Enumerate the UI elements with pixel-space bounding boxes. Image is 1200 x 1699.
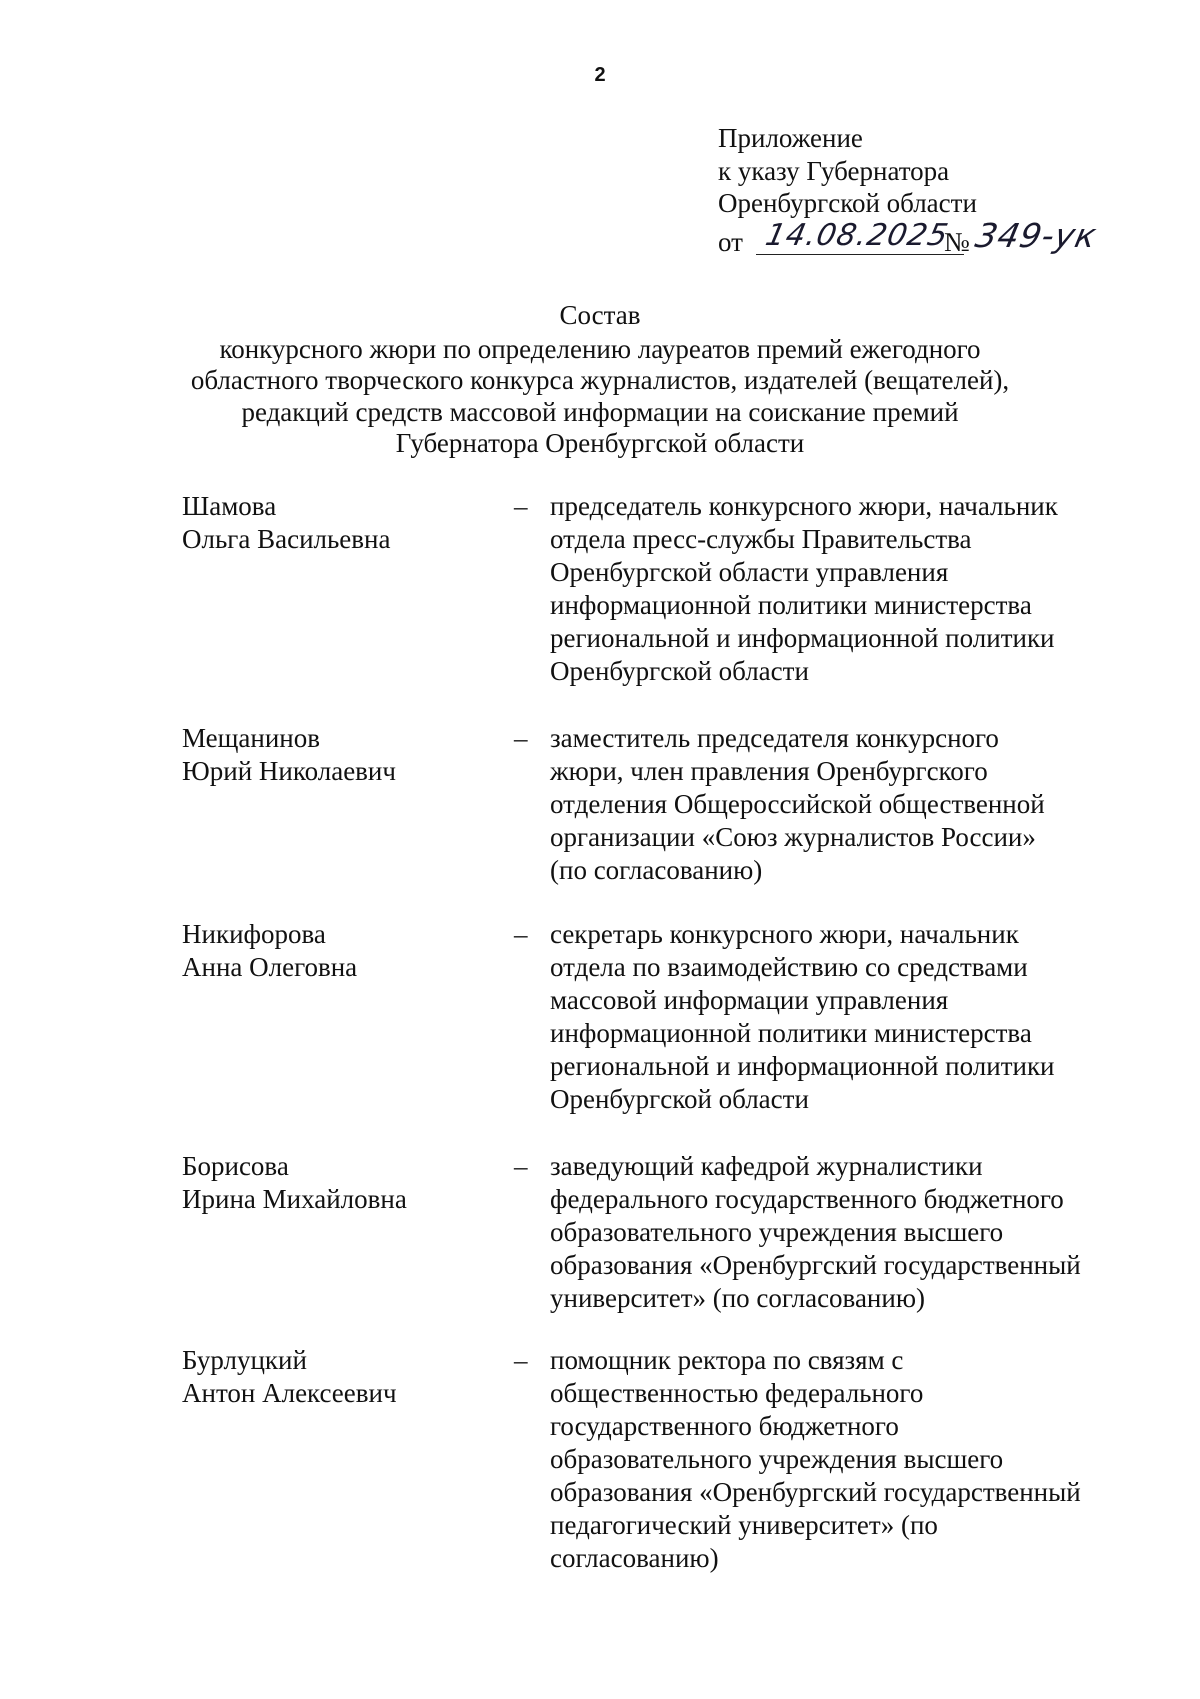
role-line: федерального государственного бюджетного	[550, 1184, 1064, 1214]
member-surname: Шамова	[182, 491, 277, 521]
role-line: организации «Союз журналистов России»	[550, 822, 1036, 852]
title-line: Губернатора Оренбургской области	[395, 428, 805, 458]
role-line: информационной политики министерства	[550, 1018, 1032, 1048]
title-line: конкурсного жюри по определению лауреатов премий ежегодного	[219, 333, 981, 364]
member-dash: –	[514, 491, 528, 521]
handwritten-number: 349-ук	[972, 215, 1101, 255]
member-role	[550, 1344, 1130, 1575]
member-dash: –	[514, 1345, 528, 1375]
role-line: отделения Общероссийской общественной	[550, 789, 1045, 819]
member-surname: Бурлуцкий	[182, 1345, 307, 1375]
member-name	[182, 722, 482, 788]
member-dash: –	[514, 1151, 528, 1181]
appendix-region-line: Оренбургской области	[718, 188, 977, 218]
page-number: 2	[594, 64, 606, 86]
role-line: согласованию)	[550, 1543, 719, 1573]
role-line: общественностью федерального	[550, 1378, 924, 1408]
document-title	[0, 300, 1200, 460]
member-surname: Мещанинов	[182, 723, 321, 753]
role-line: образования «Оренбургский государственный	[550, 1477, 1081, 1507]
member-given-name: Антон Алексеевич	[182, 1378, 397, 1408]
role-line: отдела по взаимодействию со средствами	[550, 952, 1028, 982]
role-line: региональной и информационной политики	[550, 1051, 1055, 1081]
member-surname: Борисова	[182, 1151, 289, 1181]
role-line: председатель конкурсного жюри, начальник	[550, 491, 1058, 521]
date-prefix: от	[718, 226, 743, 257]
role-line: Оренбургской области управления	[550, 557, 949, 587]
member-name	[182, 918, 482, 984]
role-line: секретарь конкурсного жюри, начальник	[550, 919, 1019, 949]
member-name	[182, 1344, 482, 1410]
member-role	[550, 722, 1130, 887]
appendix-header	[718, 122, 1101, 260]
member-given-name: Анна Олеговна	[182, 952, 358, 982]
member-role	[550, 490, 1130, 688]
role-line: заведующий кафедрой журналистики	[550, 1151, 983, 1181]
role-line: педагогический университет» (по	[550, 1510, 938, 1540]
member-given-name: Ольга Васильевна	[182, 524, 391, 554]
role-line: жюри, член правления Оренбургского	[550, 756, 988, 786]
role-line: (по согласованию)	[550, 855, 763, 885]
member-name	[182, 490, 482, 556]
role-line: образования «Оренбургский государственный	[550, 1250, 1081, 1280]
role-line: помощник ректора по связям с	[550, 1345, 904, 1375]
member-role	[550, 918, 1130, 1116]
member-given-name: Ирина Михайловна	[182, 1184, 407, 1214]
role-line: отдела пресс-службы Правительства	[550, 524, 972, 554]
role-line: массовой информации управления	[550, 985, 949, 1015]
role-line: региональной и информационной политики	[550, 623, 1055, 653]
role-line: образовательного учреждения высшего	[550, 1217, 1004, 1247]
member-given-name: Юрий Николаевич	[182, 756, 396, 786]
title-line: редакций средств массовой информации на соискание премий	[241, 396, 959, 427]
decree-date-number-line	[718, 215, 1101, 260]
role-line: информационной политики министерства	[550, 590, 1032, 620]
member-name	[182, 1150, 482, 1216]
role-line: Оренбургской области	[550, 656, 809, 686]
role-line: университет» (по согласованию)	[550, 1283, 925, 1313]
role-line: заместитель председателя конкурсного	[550, 723, 999, 753]
role-line: Оренбургской области	[550, 1084, 809, 1114]
handwritten-date: 14.08.2025	[762, 217, 952, 253]
role-line: государственного бюджетного	[550, 1411, 899, 1441]
member-dash: –	[514, 723, 528, 753]
title-line: областного творческого конкурса журналистов, издателей (вещателей),	[190, 365, 1010, 395]
member-surname: Никифорова	[182, 919, 326, 949]
role-line: образовательного учреждения высшего	[550, 1444, 1004, 1474]
title-heading: Состав	[559, 300, 641, 330]
appendix-decree-line: к указу Губернатора	[718, 155, 950, 186]
date-underline	[756, 254, 964, 255]
number-sign: №	[944, 226, 970, 257]
appendix-title: Приложение	[718, 123, 863, 153]
member-role	[550, 1150, 1130, 1315]
member-dash: –	[514, 919, 528, 949]
